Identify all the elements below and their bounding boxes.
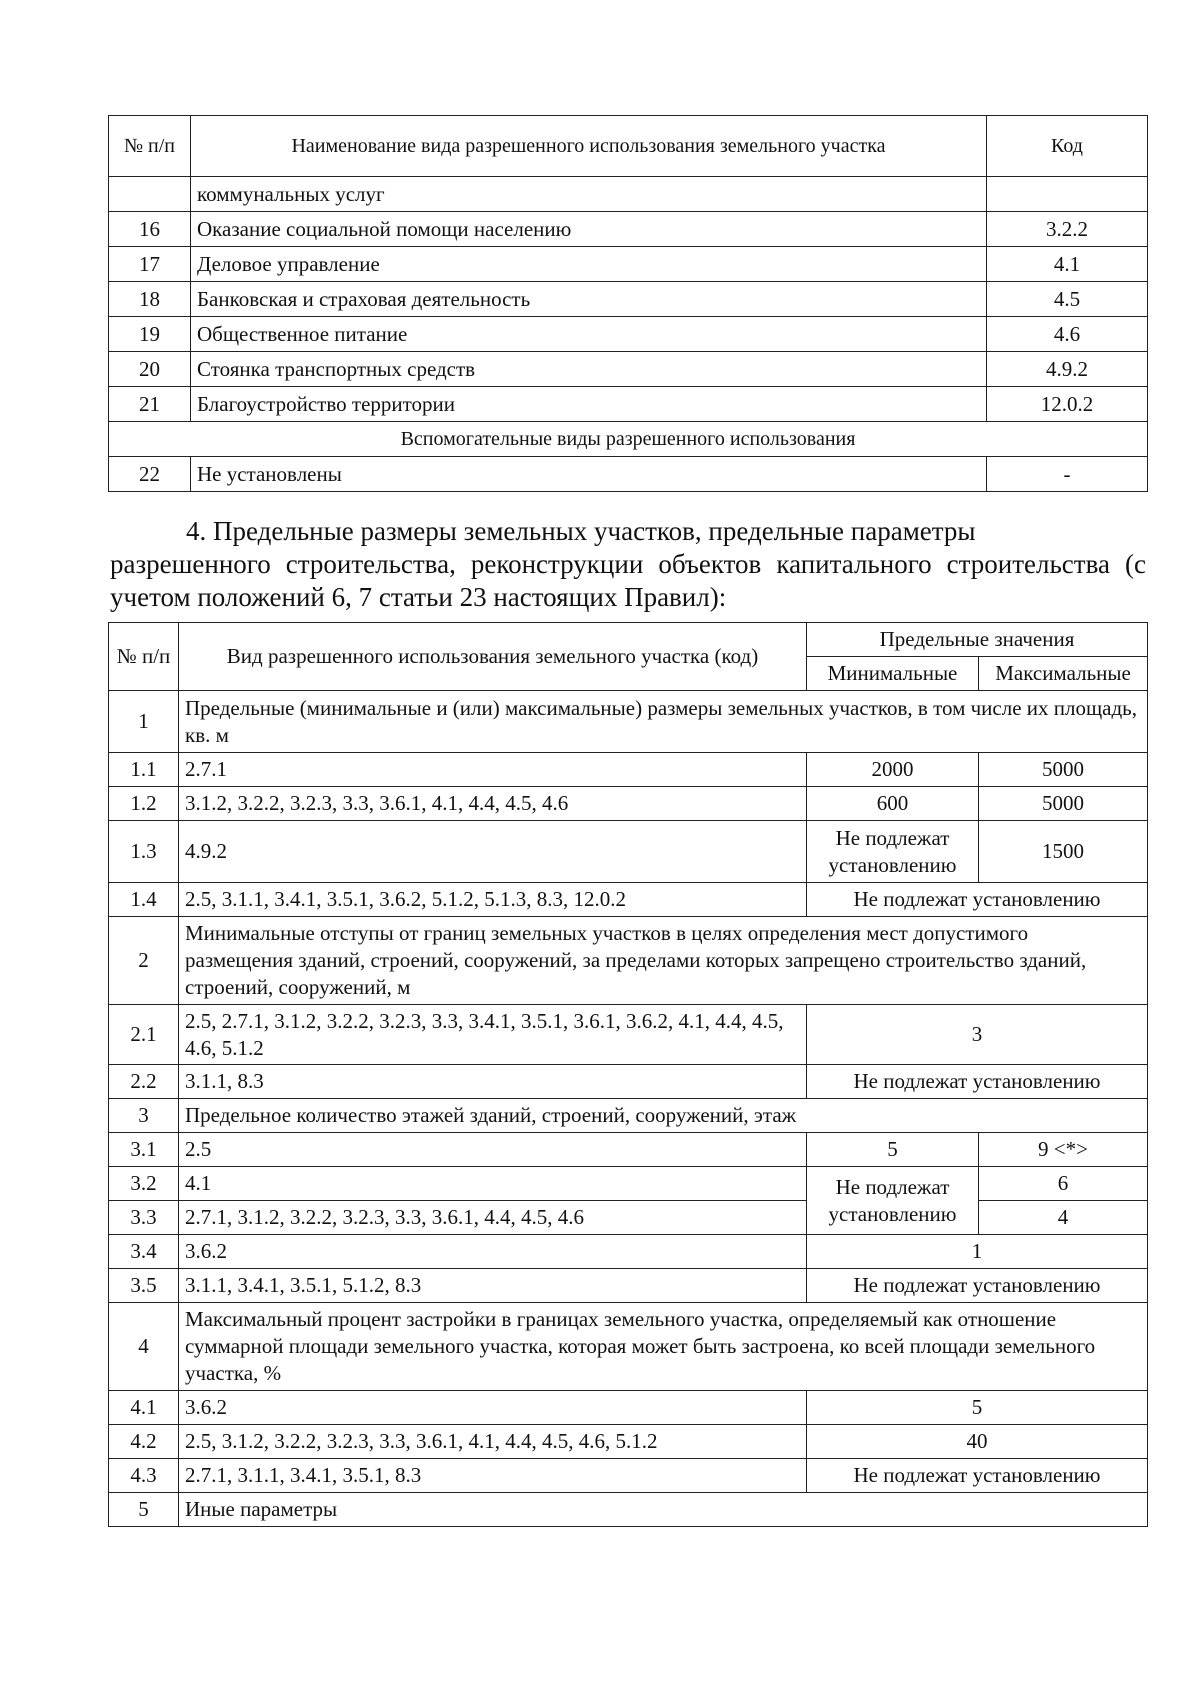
- row-max: 6: [979, 1167, 1148, 1201]
- row-codes: 4.9.2: [179, 821, 807, 883]
- row-num: 4.3: [109, 1459, 179, 1493]
- row-min: Не подлежат установлению: [807, 821, 979, 883]
- row-num: 21: [109, 387, 191, 422]
- table-row: [109, 1005, 1148, 1065]
- row-num: 2: [109, 917, 179, 1005]
- table-row: [109, 247, 1148, 282]
- table-row: [109, 1065, 1148, 1099]
- row-value: Не подлежат установлению: [807, 1269, 1148, 1303]
- row-num: 4: [109, 1303, 179, 1391]
- row-min-merged: Не подлежат установлению: [807, 1167, 979, 1235]
- row-num: 19: [109, 317, 191, 352]
- row-value: 3: [807, 1005, 1148, 1065]
- row-max: 4: [979, 1201, 1148, 1235]
- row-num: 1.2: [109, 787, 179, 821]
- row-codes: 2.5: [179, 1133, 807, 1167]
- section-title: Предельные (минимальные и (или) максимальные) размеры земельных участков, в том числе их площадь, кв. м: [179, 691, 1148, 753]
- section-row: [109, 917, 1148, 1005]
- row-value: Не подлежат установлению: [807, 883, 1148, 917]
- row-code: 4.5: [987, 282, 1148, 317]
- header-code: Код: [987, 116, 1148, 177]
- row-num: 2.2: [109, 1065, 179, 1099]
- table-row: [109, 1391, 1148, 1425]
- section-title: Вспомогательные виды разрешенного использования: [109, 422, 1148, 457]
- table-row: [109, 1201, 1148, 1235]
- section-title: Минимальные отступы от границ земельных участков в целях определения мест допустимого размещения зданий, строений, сооружений, за пределами которых запрещено строительство зданий, строений, сооружений, м: [179, 917, 1148, 1005]
- row-value: Не подлежат установлению: [807, 1065, 1148, 1099]
- header-name: Наименование вида разрешенного использования земельного участка: [191, 116, 987, 177]
- table-row: [109, 1235, 1148, 1269]
- row-code: 4.9.2: [987, 352, 1148, 387]
- row-num: 17: [109, 247, 191, 282]
- table-row: [109, 212, 1148, 247]
- row-num: 2.1: [109, 1005, 179, 1065]
- row-name: Банковская и страховая деятельность: [191, 282, 987, 317]
- table-row: [109, 1167, 1148, 1201]
- row-num-empty: [109, 177, 191, 212]
- table-row: [109, 317, 1148, 352]
- row-num: 16: [109, 212, 191, 247]
- table-row: [109, 457, 1148, 492]
- section-title: Иные параметры: [179, 1493, 1148, 1527]
- row-code: 4.6: [987, 317, 1148, 352]
- table-row: [109, 787, 1148, 821]
- row-codes: 2.7.1: [179, 753, 807, 787]
- row-num: 4.1: [109, 1391, 179, 1425]
- row-max: 1500: [979, 821, 1148, 883]
- section-row: [109, 691, 1148, 753]
- row-num: 5: [109, 1493, 179, 1527]
- section-row: [109, 422, 1148, 457]
- table-row: [109, 177, 1148, 212]
- table-row: [109, 1459, 1148, 1493]
- row-num: 20: [109, 352, 191, 387]
- row-code: 4.1: [987, 247, 1148, 282]
- table-row: [109, 821, 1148, 883]
- row-name: Благоустройство территории: [191, 387, 987, 422]
- row-codes: 2.5, 3.1.2, 3.2.2, 3.2.3, 3.3, 3.6.1, 4.1, 4.4, 4.5, 4.6, 5.1.2: [179, 1425, 807, 1459]
- row-code: 3.2.2: [987, 212, 1148, 247]
- table-row: [109, 883, 1148, 917]
- row-name: Стоянка транспортных средств: [191, 352, 987, 387]
- section-paragraph: [110, 515, 1146, 614]
- row-codes: 3.1.1, 3.4.1, 3.5.1, 5.1.2, 8.3: [179, 1269, 807, 1303]
- row-num: 1.1: [109, 753, 179, 787]
- row-codes: 2.5, 2.7.1, 3.1.2, 3.2.2, 3.2.3, 3.3, 3.4.1, 3.5.1, 3.6.1, 3.6.2, 4.1, 4.4, 4.5, 4.6, 5.1.2: [179, 1005, 807, 1065]
- section-row: [109, 1099, 1148, 1133]
- row-name: Оказание социальной помощи населению: [191, 212, 987, 247]
- table-row: [109, 387, 1148, 422]
- row-num: 3.5: [109, 1269, 179, 1303]
- row-name: коммунальных услуг: [191, 177, 987, 212]
- row-num: 1.4: [109, 883, 179, 917]
- table-row: [109, 1425, 1148, 1459]
- section-title: Предельное количество этажей зданий, строений, сооружений, этаж: [179, 1099, 1148, 1133]
- table-row: [109, 1133, 1148, 1167]
- row-codes: 4.1: [179, 1167, 807, 1201]
- row-num: 3.1: [109, 1133, 179, 1167]
- row-codes: 2.5, 3.1.1, 3.4.1, 3.5.1, 3.6.2, 5.1.2, 5.1.3, 8.3, 12.0.2: [179, 883, 807, 917]
- row-name: Общественное питание: [191, 317, 987, 352]
- row-num: 3.3: [109, 1201, 179, 1235]
- paragraph-line-2: разрешенного строительства, реконструкции объектов капитального строительства: [110, 549, 1110, 579]
- row-num: 3.2: [109, 1167, 179, 1201]
- row-codes: 2.7.1, 3.1.2, 3.2.2, 3.2.3, 3.3, 3.6.1, 4.4, 4.5, 4.6: [179, 1201, 807, 1235]
- row-code-empty: [987, 177, 1148, 212]
- header-max: Максимальные: [979, 657, 1148, 691]
- row-code: -: [987, 457, 1148, 492]
- row-name: Не установлены: [191, 457, 987, 492]
- table-row: [109, 1269, 1148, 1303]
- header-num: № п/п: [109, 116, 191, 177]
- row-num: 22: [109, 457, 191, 492]
- row-num: 1: [109, 691, 179, 753]
- table-row: [109, 352, 1148, 387]
- section-row: [109, 1493, 1148, 1527]
- row-num: 3: [109, 1099, 179, 1133]
- header-limits: Предельные значения: [807, 623, 1148, 657]
- row-num: 18: [109, 282, 191, 317]
- section-title: Максимальный процент застройки в границах земельного участка, определяемый как отношение суммарной площади земельного участка, которая может быть застроена, ко всей площади земельного участка, %: [179, 1303, 1148, 1391]
- section-row: [109, 1303, 1148, 1391]
- row-min: 600: [807, 787, 979, 821]
- row-codes: 3.6.2: [179, 1235, 807, 1269]
- table-header-row: [109, 623, 1148, 657]
- row-codes: 3.1.1, 8.3: [179, 1065, 807, 1099]
- row-num: 3.4: [109, 1235, 179, 1269]
- row-codes: 3.1.2, 3.2.2, 3.2.3, 3.3, 3.6.1, 4.1, 4.4, 4.5, 4.6: [179, 787, 807, 821]
- row-max: 5000: [979, 787, 1148, 821]
- row-min: 5: [807, 1133, 979, 1167]
- header-min: Минимальные: [807, 657, 979, 691]
- header-num: № п/п: [109, 623, 179, 691]
- row-codes: 3.6.2: [179, 1391, 807, 1425]
- row-max: 5000: [979, 753, 1148, 787]
- land-use-types-table: [108, 115, 1148, 492]
- table-row: [109, 282, 1148, 317]
- row-name: Деловое управление: [191, 247, 987, 282]
- row-value: 5: [807, 1391, 1148, 1425]
- row-codes: 2.7.1, 3.1.1, 3.4.1, 3.5.1, 8.3: [179, 1459, 807, 1493]
- row-value: 1: [807, 1235, 1148, 1269]
- header-type: Вид разрешенного использования земельного участка (код): [179, 623, 807, 691]
- row-num: 4.2: [109, 1425, 179, 1459]
- table-row: [109, 753, 1148, 787]
- row-max: 9 <*>: [979, 1133, 1148, 1167]
- table-header-row: [109, 116, 1148, 177]
- row-value: 40: [807, 1425, 1148, 1459]
- paragraph-line-1: 4. Предельные размеры земельных участков, предельные параметры: [186, 516, 976, 546]
- paragraph-line-3: (с учетом положений 6, 7 статьи 23 настоящих Правил):: [110, 549, 1146, 612]
- row-min: 2000: [807, 753, 979, 787]
- row-code: 12.0.2: [987, 387, 1148, 422]
- row-num: 1.3: [109, 821, 179, 883]
- limit-parameters-table: [108, 622, 1148, 1527]
- row-value: Не подлежат установлению: [807, 1459, 1148, 1493]
